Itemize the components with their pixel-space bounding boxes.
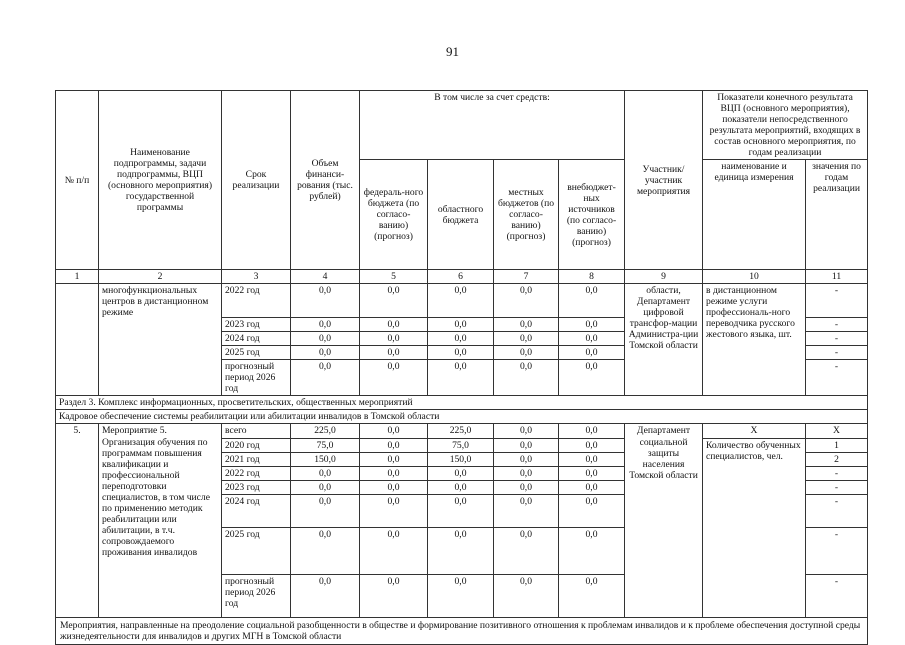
block2-volume: 0,0 <box>291 527 360 574</box>
block2-volume: 150,0 <box>291 452 360 466</box>
block2-term: 2022 год <box>222 466 291 480</box>
block2-regional: 150,0 <box>428 452 494 466</box>
block1-value: - <box>806 284 868 318</box>
page-number: 91 <box>446 44 459 59</box>
block1-participant: области, Департамент цифровой трансфор-мации Администра-ции Томской области <box>625 284 703 396</box>
block2-local: 0,0 <box>494 494 559 527</box>
block2-regional: 225,0 <box>428 424 494 438</box>
block2-local: 0,0 <box>494 574 559 617</box>
block1-volume: 0,0 <box>291 360 360 396</box>
block2-participant: Департамент социальной защиты населения Томской области <box>625 424 703 617</box>
header-number: 1 <box>56 270 99 284</box>
block1-extra: 0,0 <box>559 318 625 332</box>
block1-name: многофункциональных центров в дистанционном режиме <box>99 284 222 396</box>
block2-value: - <box>806 527 868 574</box>
block1-federal: 0,0 <box>360 284 428 318</box>
block2-volume: 0,0 <box>291 494 360 527</box>
block2-extra: 0,0 <box>559 527 625 574</box>
block1-extra: 0,0 <box>559 360 625 396</box>
block1-num-cell <box>56 284 99 396</box>
header-number: 10 <box>703 270 806 284</box>
block1-extra: 0,0 <box>559 332 625 346</box>
block2-name: Мероприятие 5. Организация обучения по программам повышения квалификации и профессиональной переподготовки специалистов, в том числе по применению методик реабилитации или абилитации, в т.ч. сопровождаемого проживания инвалидов <box>99 424 222 617</box>
block2-volume: 0,0 <box>291 574 360 617</box>
block2-value: 1 <box>806 438 868 452</box>
block1-term: прогнозный период 2026 год <box>222 360 291 396</box>
block1-federal: 0,0 <box>360 346 428 360</box>
block2-volume: 75,0 <box>291 438 360 452</box>
table-row <box>56 424 868 438</box>
block2-regional: 0,0 <box>428 466 494 480</box>
block2-federal: 0,0 <box>360 574 428 617</box>
header-term: Срок реализации <box>222 91 291 270</box>
block1-volume: 0,0 <box>291 284 360 318</box>
header-number: 5 <box>360 270 428 284</box>
block2-extra: 0,0 <box>559 466 625 480</box>
block2-local: 0,0 <box>494 424 559 438</box>
block2-local: 0,0 <box>494 438 559 452</box>
block1-local: 0,0 <box>494 332 559 346</box>
header-participant: Участник/ участник мероприятия <box>625 91 703 270</box>
block1-value: - <box>806 318 868 332</box>
block2-extra: 0,0 <box>559 438 625 452</box>
header-number: 3 <box>222 270 291 284</box>
header-indicators: Показатели конечного результата ВЦП (основного мероприятия), показатели непосредственного результата мероприятий, входящих в состав основного мероприятия, по годам реализации <box>703 91 868 160</box>
block2-federal: 0,0 <box>360 480 428 494</box>
block2-num: 5. <box>56 424 99 617</box>
block2-regional: 0,0 <box>428 574 494 617</box>
header-including: В том числе за счет средств: <box>360 91 625 160</box>
block1-term: 2025 год <box>222 346 291 360</box>
block1-value: - <box>806 332 868 346</box>
header-number: 6 <box>428 270 494 284</box>
header-number: 7 <box>494 270 559 284</box>
block2-federal: 0,0 <box>360 527 428 574</box>
block2-federal: 0,0 <box>360 494 428 527</box>
header-federal: федераль-ного бюджета (по согласо-ванию) (прогноз) <box>360 160 428 270</box>
block2-local: 0,0 <box>494 452 559 466</box>
block1-extra: 0,0 <box>559 284 625 318</box>
header-row-1 <box>56 91 868 160</box>
block2-term: 2021 год <box>222 452 291 466</box>
block1-regional: 0,0 <box>428 284 494 318</box>
block1-federal: 0,0 <box>360 360 428 396</box>
block2-volume: 225,0 <box>291 424 360 438</box>
block2-value: - <box>806 480 868 494</box>
header-regional: областного бюджета <box>428 160 494 270</box>
block2-value: - <box>806 574 868 617</box>
footer-row <box>56 617 868 644</box>
block2-extra: 0,0 <box>559 424 625 438</box>
block2-local: 0,0 <box>494 527 559 574</box>
block1-regional: 0,0 <box>428 346 494 360</box>
block2-extra: 0,0 <box>559 494 625 527</box>
block1-federal: 0,0 <box>360 318 428 332</box>
header-local: местных бюджетов (по согласо-ванию) (прогноз) <box>494 160 559 270</box>
table-row <box>56 284 868 318</box>
block1-local: 0,0 <box>494 346 559 360</box>
block1-volume: 0,0 <box>291 318 360 332</box>
block2-term: всего <box>222 424 291 438</box>
header-extra: внебюджет-ных источников (по согласо-ванию) (прогноз) <box>559 160 625 270</box>
block1-extra: 0,0 <box>559 346 625 360</box>
subsection-row <box>56 410 868 424</box>
header-numbers-row <box>56 270 868 284</box>
block2-term: прогнозный период 2026 год <box>222 574 291 617</box>
block1-regional: 0,0 <box>428 318 494 332</box>
program-table <box>55 90 868 645</box>
block2-volume: 0,0 <box>291 466 360 480</box>
header-number: 11 <box>806 270 868 284</box>
block1-term: 2024 год <box>222 332 291 346</box>
block2-volume: 0,0 <box>291 480 360 494</box>
block2-federal: 0,0 <box>360 438 428 452</box>
header-number: 8 <box>559 270 625 284</box>
block1-regional: 0,0 <box>428 332 494 346</box>
block2-term: 2023 год <box>222 480 291 494</box>
block1-local: 0,0 <box>494 360 559 396</box>
block1-value: - <box>806 346 868 360</box>
block2-regional: 0,0 <box>428 494 494 527</box>
block1-local: 0,0 <box>494 284 559 318</box>
block1-volume: 0,0 <box>291 346 360 360</box>
section-title: Раздел 3. Комплекс информационных, просветительских, общественных мероприятий <box>56 396 868 410</box>
block1-term: 2022 год <box>222 284 291 318</box>
header-num: № п/п <box>56 91 99 270</box>
block2-local: 0,0 <box>494 480 559 494</box>
block2-indicator-x: Х <box>703 424 806 438</box>
header-indicator-name: наименование и единица измерения <box>703 160 806 270</box>
block2-term: 2024 год <box>222 494 291 527</box>
block2-regional: 0,0 <box>428 480 494 494</box>
block2-value: - <box>806 466 868 480</box>
block1-indicator: в дистанционном режиме услуги профессиональ-ного переводчика русского жестового языка, шт. <box>703 284 806 396</box>
header-volume: Объем финанси-рования (тыс. рублей) <box>291 91 360 270</box>
block2-federal: 0,0 <box>360 452 428 466</box>
block1-regional: 0,0 <box>428 360 494 396</box>
header-number: 4 <box>291 270 360 284</box>
block2-federal: 0,0 <box>360 466 428 480</box>
block1-value: - <box>806 360 868 396</box>
block2-regional: 75,0 <box>428 438 494 452</box>
header-name: Наименование подпрограммы, задачи подпрограммы, ВЦП (основного мероприятия) государственной программы <box>99 91 222 270</box>
block1-local: 0,0 <box>494 318 559 332</box>
block1-volume: 0,0 <box>291 332 360 346</box>
block2-indicator: Количество обученных специалистов, чел. <box>703 438 806 617</box>
block2-regional: 0,0 <box>428 527 494 574</box>
block2-value: - <box>806 494 868 527</box>
subsection-title: Кадровое обеспечение системы реабилитации или абилитации инвалидов в Томской области <box>56 410 868 424</box>
block1-term: 2023 год <box>222 318 291 332</box>
block2-term: 2020 год <box>222 438 291 452</box>
block2-extra: 0,0 <box>559 480 625 494</box>
block2-federal: 0,0 <box>360 424 428 438</box>
header-number: 9 <box>625 270 703 284</box>
block2-extra: 0,0 <box>559 574 625 617</box>
block1-federal: 0,0 <box>360 332 428 346</box>
block2-extra: 0,0 <box>559 452 625 466</box>
header-indicator-values: значения по годам реализации <box>806 160 868 270</box>
footer-text: Мероприятия, направленные на преодоление социальной разобщенности в обществе и формирование позитивного отношения к проблемам инвалидов и к проблеме обеспечения доступной среды жизнедеятельности для инвалидов и других МГН в Томской области <box>56 617 868 644</box>
block2-term: 2025 год <box>222 527 291 574</box>
block2-value: Х <box>806 424 868 438</box>
section-row <box>56 396 868 410</box>
header-number: 2 <box>99 270 222 284</box>
block2-value: 2 <box>806 452 868 466</box>
block2-local: 0,0 <box>494 466 559 480</box>
